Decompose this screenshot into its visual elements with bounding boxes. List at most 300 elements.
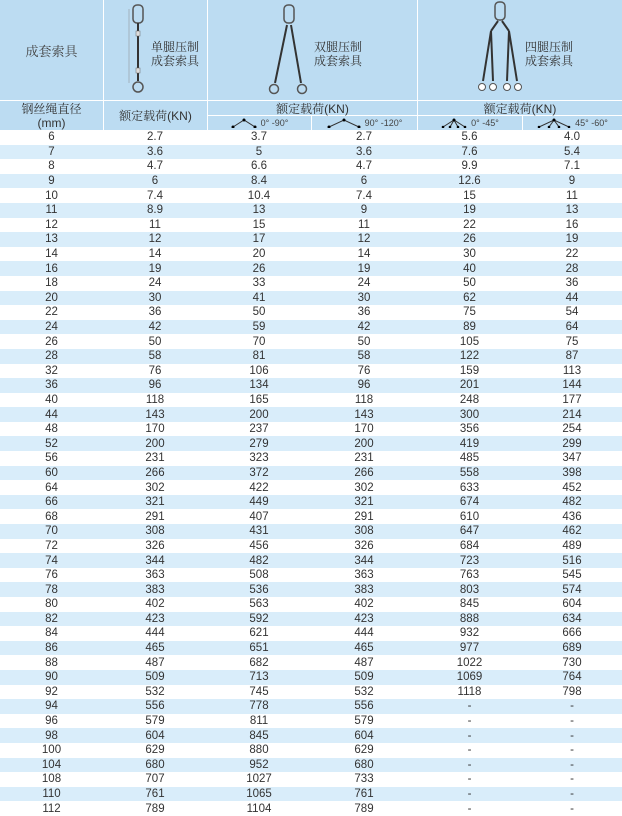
four-load-45-60-cell: 9 xyxy=(522,174,622,189)
four-load-45-60-cell: 22 xyxy=(565,248,579,261)
double-load-0-90-cell: 59 xyxy=(207,320,311,335)
diameter-header xyxy=(0,101,103,130)
single-load-cell: 629 xyxy=(145,744,165,757)
double-load-0-90-cell: 422 xyxy=(249,481,269,494)
single-load-cell: 143 xyxy=(103,407,207,422)
four-load-45-60-cell: - xyxy=(570,773,574,786)
single-load-cell: 344 xyxy=(103,553,207,568)
double-load-90-120-cell: 402 xyxy=(354,598,374,611)
table-row xyxy=(0,130,622,145)
table-row xyxy=(0,334,622,349)
table-row xyxy=(0,305,622,320)
angle-label: 90° -120° xyxy=(364,118,403,128)
double-load-0-90-cell: 17 xyxy=(207,232,311,247)
double-load-90-120-cell: 200 xyxy=(311,436,417,451)
double-load-0-90-cell: 431 xyxy=(207,524,311,539)
diameter-cell: 28 xyxy=(0,349,103,364)
single-load-cell: 326 xyxy=(145,539,165,552)
four-load-45-60-cell: 489 xyxy=(562,539,582,552)
four-load-45-60-cell: 44 xyxy=(522,291,622,306)
double-load-90-120-cell: 96 xyxy=(311,378,417,393)
double-load-0-90-cell: 15 xyxy=(252,218,266,231)
four-load-0-45-cell: 300 xyxy=(417,407,522,422)
diameter-label: 钢丝绳直径 xyxy=(21,101,82,116)
table-row xyxy=(0,539,622,554)
double-load-90-120-cell: 4.7 xyxy=(356,160,372,173)
double-leg-name xyxy=(313,40,363,68)
double-load-90-120-cell: 532 xyxy=(354,685,374,698)
diameter-cell: 13 xyxy=(0,232,103,247)
four-load-45-60-cell: - xyxy=(522,787,622,802)
four-load-45-60-cell: - xyxy=(570,802,574,815)
four-load-0-45-cell: 89 xyxy=(417,320,522,335)
table-row xyxy=(0,495,622,510)
four-load-45-60-cell: 764 xyxy=(522,670,622,685)
name-line: 单腿压制 xyxy=(150,40,199,54)
four-load-0-45-cell: - xyxy=(467,802,472,815)
four-load-45-60-cell: 177 xyxy=(562,393,582,406)
diameter-cell: 52 xyxy=(0,436,103,451)
four-load-45-60-cell: 574 xyxy=(522,582,622,597)
four-load-0-45-cell: 26 xyxy=(417,232,522,247)
single-load-cell: 96 xyxy=(103,378,207,393)
double-load-90-120-cell: 680 xyxy=(311,758,417,773)
double-load-0-90-cell: 745 xyxy=(249,685,269,698)
angle-icon xyxy=(441,118,467,128)
four-load-45-60-cell: 7.1 xyxy=(564,160,580,173)
single-load-cell: 2.7 xyxy=(147,131,163,144)
single-load-cell: 58 xyxy=(103,349,207,364)
four-load-45-60-cell: 5.4 xyxy=(522,145,622,160)
diameter-cell: 6 xyxy=(48,131,55,144)
table-row xyxy=(0,553,622,568)
four-load-0-45-cell: 485 xyxy=(459,452,480,465)
double-load-90-120-cell: 76 xyxy=(357,364,371,377)
diameter-cell: 60 xyxy=(0,466,103,481)
double-load-0-90-cell: 651 xyxy=(207,641,311,656)
double-load-90-120-cell: 344 xyxy=(311,553,417,568)
single-load-cell: 24 xyxy=(148,277,162,290)
four-load-45-60-cell: 462 xyxy=(522,524,622,539)
table-row xyxy=(0,188,622,203)
double-angle-1 xyxy=(208,116,311,130)
single-load-cell: 532 xyxy=(145,685,165,698)
double-load-0-90-cell: 682 xyxy=(249,656,269,669)
table-row xyxy=(0,349,622,364)
table-row xyxy=(0,714,622,729)
single-load-cell: 604 xyxy=(103,728,207,743)
four-load-45-60-cell: 604 xyxy=(562,598,582,611)
table-row xyxy=(0,626,622,641)
four-load-45-60-cell: 666 xyxy=(562,627,582,640)
four-load-0-45-cell: 1118 xyxy=(457,685,482,698)
four-load-45-60-cell: 436 xyxy=(562,510,582,523)
single-load-cell: 14 xyxy=(148,248,162,261)
double-load-90-120-cell: 3.6 xyxy=(311,145,417,160)
four-load-45-60-cell: 19 xyxy=(522,232,622,247)
double-load-0-90-cell: 165 xyxy=(249,393,269,406)
four-leg-sling-icon xyxy=(475,1,525,95)
table-row xyxy=(0,728,622,743)
four-load-0-45-cell: 201 xyxy=(417,378,522,393)
single-load-cell: 321 xyxy=(103,495,207,510)
single-load-cell: 680 xyxy=(103,758,207,773)
four-load-0-45-cell: 684 xyxy=(459,539,480,552)
diameter-cell: 12 xyxy=(45,218,58,231)
double-load-90-120-cell: 291 xyxy=(354,510,374,523)
name-line: 双腿压制 xyxy=(313,40,362,54)
four-load-0-45-cell: - xyxy=(417,787,522,802)
double-load-90-120-cell: 302 xyxy=(354,481,374,494)
diameter-cell: 70 xyxy=(0,524,103,539)
table-row xyxy=(0,655,622,670)
double-load-0-90-cell: 134 xyxy=(207,378,311,393)
four-load-0-45-cell: 674 xyxy=(417,495,522,510)
double-load-90-120-cell: 12 xyxy=(311,232,417,247)
table-row xyxy=(0,612,622,627)
four-load-45-60-cell: 347 xyxy=(562,452,582,465)
table-row xyxy=(0,203,622,218)
diameter-cell: 100 xyxy=(41,744,62,757)
four-load-0-45-cell: 647 xyxy=(417,524,522,539)
diameter-cell: 108 xyxy=(41,773,62,786)
four-load-45-60-cell: 36 xyxy=(565,277,579,290)
double-load-0-90-cell: 5 xyxy=(207,145,311,160)
double-load-0-90-cell: 26 xyxy=(207,261,311,276)
table-row xyxy=(0,232,622,247)
double-load-90-120-cell: 11 xyxy=(358,218,370,231)
table-row xyxy=(0,174,622,189)
diameter-cell: 104 xyxy=(0,758,103,773)
angle-icon xyxy=(327,118,361,128)
four-load-45-60-cell: 689 xyxy=(522,641,622,656)
four-load-0-45-cell: - xyxy=(467,773,472,786)
diameter-cell: 26 xyxy=(45,335,58,348)
single-load-cell: 6 xyxy=(103,174,207,189)
double-load-90-120-cell: 118 xyxy=(354,393,374,406)
table-row xyxy=(0,641,622,656)
angle-icon xyxy=(231,118,257,128)
single-load-cell: 423 xyxy=(103,612,207,627)
diameter-cell: 90 xyxy=(0,670,103,685)
single-load-cell: 76 xyxy=(148,364,162,377)
double-load-90-120-cell: 733 xyxy=(354,773,374,786)
diameter-cell: 36 xyxy=(0,378,103,393)
single-load-cell: 3.6 xyxy=(103,145,207,160)
four-load-0-45-cell: 888 xyxy=(417,612,522,627)
double-load-90-120-cell: 326 xyxy=(354,539,374,552)
double-load-0-90-cell: 3.7 xyxy=(251,131,267,144)
table-row xyxy=(0,422,622,437)
double-load-0-90-cell: 50 xyxy=(252,306,266,319)
table-row xyxy=(0,320,622,335)
table-row xyxy=(0,685,622,700)
single-load-cell: 11 xyxy=(149,218,161,231)
four-load-0-45-cell: 9.9 xyxy=(461,160,478,173)
four-load-0-45-cell: 62 xyxy=(417,291,522,306)
diameter-cell: 9 xyxy=(0,174,103,189)
four-load-45-60-cell: 254 xyxy=(562,423,582,436)
table-row xyxy=(0,145,622,160)
double-load-0-90-cell: 845 xyxy=(207,728,311,743)
table-row xyxy=(0,247,622,262)
diameter-cell: 10 xyxy=(45,189,58,202)
single-load-cell: 266 xyxy=(103,466,207,481)
four-load-0-45-cell: 723 xyxy=(417,553,522,568)
four-load-0-45-cell: 558 xyxy=(417,466,522,481)
double-load-90-120-cell: 604 xyxy=(311,728,417,743)
four-load-45-60-cell: - xyxy=(522,728,622,743)
double-load-0-90-cell: 1104 xyxy=(246,802,272,815)
double-load-0-90-cell: 20 xyxy=(252,248,266,261)
single-load-cell: 12 xyxy=(103,232,207,247)
table-row xyxy=(0,436,622,451)
four-load-0-45-cell: 803 xyxy=(417,582,522,597)
table-row xyxy=(0,582,622,597)
double-leg-sling-icon xyxy=(268,3,308,95)
double-load-0-90-cell: 106 xyxy=(249,364,269,377)
double-load-90-120-cell: 308 xyxy=(311,524,417,539)
diameter-cell: 92 xyxy=(45,685,58,698)
table-row xyxy=(0,393,622,408)
diameter-cell: 24 xyxy=(0,320,103,335)
double-load-90-120-cell: 789 xyxy=(354,802,374,815)
diameter-cell: 11 xyxy=(0,203,103,218)
single-load-cell: 383 xyxy=(103,582,207,597)
name-line: 四腿压制 xyxy=(524,40,573,54)
angle-icon xyxy=(537,118,571,128)
diameter-cell: 98 xyxy=(0,728,103,743)
table-row xyxy=(0,568,622,583)
table-row xyxy=(0,772,622,787)
double-load-90-120-cell: 42 xyxy=(311,320,417,335)
double-load-0-90-cell: 592 xyxy=(207,612,311,627)
double-load-0-90-cell: 372 xyxy=(207,466,311,481)
single-load-cell: 761 xyxy=(103,787,207,802)
double-load-90-120-cell: 30 xyxy=(311,291,417,306)
diameter-cell: 88 xyxy=(45,656,58,669)
single-load-cell: 465 xyxy=(103,641,207,656)
four-load-45-60-cell: 28 xyxy=(522,261,622,276)
table-row xyxy=(0,670,622,685)
single-leg-name xyxy=(150,40,200,68)
single-load-cell: 707 xyxy=(145,773,165,786)
table-row xyxy=(0,524,622,539)
four-load-0-45-cell: 932 xyxy=(459,627,480,640)
four-load-45-60-cell: - xyxy=(570,715,574,728)
four-load-45-60-cell: - xyxy=(522,699,622,714)
diameter-cell: 112 xyxy=(42,802,61,815)
double-load-0-90-cell: 279 xyxy=(207,436,311,451)
four-load-45-60-cell: 75 xyxy=(565,335,579,348)
diameter-cell: 80 xyxy=(45,598,58,611)
four-load-45-60-cell: 730 xyxy=(562,656,582,669)
four-load-0-45-cell: 633 xyxy=(459,481,480,494)
name-line: 成套索具 xyxy=(524,54,573,68)
single-load-cell: 308 xyxy=(103,524,207,539)
name-line: 成套索具 xyxy=(150,54,199,68)
four-load-0-45-cell: 19 xyxy=(417,203,522,218)
single-load-cell: 291 xyxy=(145,510,165,523)
table-row xyxy=(0,291,622,306)
table-row xyxy=(0,480,622,495)
four-load-45-60-cell: 144 xyxy=(522,378,622,393)
four-load-45-60-cell: 16 xyxy=(565,218,579,231)
four-load-0-45-cell: 610 xyxy=(459,510,480,523)
four-load-0-45-cell: 763 xyxy=(459,569,480,582)
table-row xyxy=(0,597,622,612)
double-load-90-120-cell: 36 xyxy=(357,306,371,319)
table-row xyxy=(0,509,622,524)
single-load-cell: 509 xyxy=(103,670,207,685)
table-header xyxy=(0,0,622,130)
four-load-0-45-cell: 419 xyxy=(417,436,522,451)
single-load-cell: 50 xyxy=(148,335,162,348)
table-row xyxy=(0,466,622,481)
double-load-90-120-cell: 170 xyxy=(354,423,374,436)
four-load-0-45-cell: - xyxy=(467,744,472,757)
single-load-cell: 231 xyxy=(145,452,165,465)
double-load-0-90-cell: 33 xyxy=(252,277,266,290)
single-load-cell: 302 xyxy=(145,481,165,494)
single-load-cell: 363 xyxy=(145,569,165,582)
four-load-0-45-cell: 40 xyxy=(417,261,522,276)
single-load-cell: 8.9 xyxy=(103,203,207,218)
diameter-cell: 48 xyxy=(45,423,58,436)
double-load-90-120-cell: 579 xyxy=(354,715,374,728)
single-load-cell: 487 xyxy=(145,656,165,669)
single-load-cell: 19 xyxy=(103,261,207,276)
load-table xyxy=(0,130,622,816)
double-load-0-90-cell: 70 xyxy=(252,335,266,348)
diameter-cell: 82 xyxy=(0,612,103,627)
table-row xyxy=(0,261,622,276)
double-load-label: 额定载荷(KN) xyxy=(276,101,349,116)
double-load-90-120-cell: 266 xyxy=(311,466,417,481)
diameter-cell: 40 xyxy=(45,393,58,406)
single-load-cell: 36 xyxy=(148,306,162,319)
double-load-90-120-cell: 629 xyxy=(354,744,374,757)
double-load-0-90-cell: 237 xyxy=(249,423,269,436)
four-load-0-45-cell: 845 xyxy=(459,598,480,611)
table-row xyxy=(0,378,622,393)
diameter-cell: 16 xyxy=(0,261,103,276)
four-load-0-45-cell: 30 xyxy=(463,248,476,261)
four-load-0-45-cell: 105 xyxy=(459,335,480,348)
four-angle-2 xyxy=(523,116,622,130)
diameter-cell: 76 xyxy=(45,569,58,582)
table-body xyxy=(0,130,622,816)
four-leg-name xyxy=(524,40,574,68)
diameter-cell: 20 xyxy=(0,291,103,306)
diameter-cell: 64 xyxy=(45,481,58,494)
single-load-cell: 170 xyxy=(145,423,165,436)
double-load-90-120-cell: 556 xyxy=(311,699,417,714)
four-load-45-60-cell: - xyxy=(522,758,622,773)
four-load-45-60-cell: 452 xyxy=(562,481,582,494)
double-load-0-90-cell: 778 xyxy=(207,699,311,714)
single-load-cell: 30 xyxy=(103,291,207,306)
double-load-90-120-cell: 383 xyxy=(311,582,417,597)
four-load-45-60-cell: 482 xyxy=(522,495,622,510)
double-load-90-120-cell: 761 xyxy=(311,787,417,802)
four-load-45-60-cell: 87 xyxy=(522,349,622,364)
double-load-0-90-cell: 880 xyxy=(249,744,269,757)
angle-label: 45° -60° xyxy=(575,118,608,128)
double-load-90-120-cell: 50 xyxy=(357,335,371,348)
four-load-45-60-cell: 214 xyxy=(522,407,622,422)
four-load-45-60-cell: 299 xyxy=(522,436,622,451)
double-load-0-90-cell: 536 xyxy=(207,582,311,597)
four-load-0-45-cell: - xyxy=(417,758,522,773)
four-load-0-45-cell: 248 xyxy=(459,393,480,406)
double-load-90-120-cell: 2.7 xyxy=(356,131,372,144)
double-load-0-90-cell: 508 xyxy=(249,569,269,582)
diameter-cell: 66 xyxy=(0,495,103,510)
single-load-cell: 200 xyxy=(103,436,207,451)
four-load-label: 额定载荷(KN) xyxy=(483,101,557,116)
four-load-0-45-cell: - xyxy=(417,728,522,743)
four-load-0-45-cell: 5.6 xyxy=(461,131,478,144)
double-load-0-90-cell: 713 xyxy=(207,670,311,685)
table-row xyxy=(0,743,622,758)
double-load-0-90-cell: 1027 xyxy=(246,773,272,786)
double-load-90-120-cell: 24 xyxy=(357,277,371,290)
name-line: 成套索具 xyxy=(313,54,362,68)
double-load-0-90-cell: 952 xyxy=(207,758,311,773)
double-angle-2 xyxy=(312,116,417,130)
double-load-0-90-cell: 563 xyxy=(249,598,269,611)
four-load-45-60-cell: 398 xyxy=(522,466,622,481)
single-load-cell: 556 xyxy=(103,699,207,714)
diameter-cell: 7 xyxy=(0,145,103,160)
diameter-cell: 32 xyxy=(45,364,58,377)
four-load-0-45-cell: - xyxy=(417,699,522,714)
diameter-cell: 18 xyxy=(45,277,58,290)
table-row xyxy=(0,787,622,802)
four-load-45-60-cell: 54 xyxy=(565,306,579,319)
single-load-cell: 789 xyxy=(145,802,165,815)
four-load-45-60-cell: 11 xyxy=(566,189,578,202)
diameter-unit: (mm) xyxy=(37,115,66,130)
four-angle-1 xyxy=(418,116,522,130)
table-row xyxy=(0,159,622,174)
four-load-45-60-cell: 545 xyxy=(562,569,582,582)
single-load-cell: 118 xyxy=(145,393,165,406)
diameter-cell: 56 xyxy=(45,452,58,465)
four-load-0-45-cell: 1069 xyxy=(417,670,522,685)
diameter-cell: 22 xyxy=(45,306,58,319)
diameter-cell: 44 xyxy=(0,407,103,422)
single-load-label: 额定载荷(KN) xyxy=(119,109,192,123)
single-load-cell: 444 xyxy=(145,627,165,640)
double-load-0-90-cell: 200 xyxy=(207,407,311,422)
diameter-cell: 96 xyxy=(45,715,58,728)
four-load-0-45-cell: 22 xyxy=(463,218,476,231)
four-load-45-60-cell: 516 xyxy=(522,553,622,568)
diameter-cell: 14 xyxy=(45,248,58,261)
double-load-90-120-cell: 6 xyxy=(311,174,417,189)
four-load-45-60-cell: 798 xyxy=(562,685,582,698)
set-label: 成套索具 xyxy=(25,43,78,59)
double-load-0-90-cell: 6.6 xyxy=(251,160,267,173)
diameter-cell: 78 xyxy=(0,582,103,597)
single-load-cell: 402 xyxy=(145,598,165,611)
angle-label: 0° -90° xyxy=(260,118,289,128)
table-row xyxy=(0,451,622,466)
four-load-0-45-cell: 1022 xyxy=(456,656,483,669)
double-load-0-90-cell: 41 xyxy=(207,291,311,306)
